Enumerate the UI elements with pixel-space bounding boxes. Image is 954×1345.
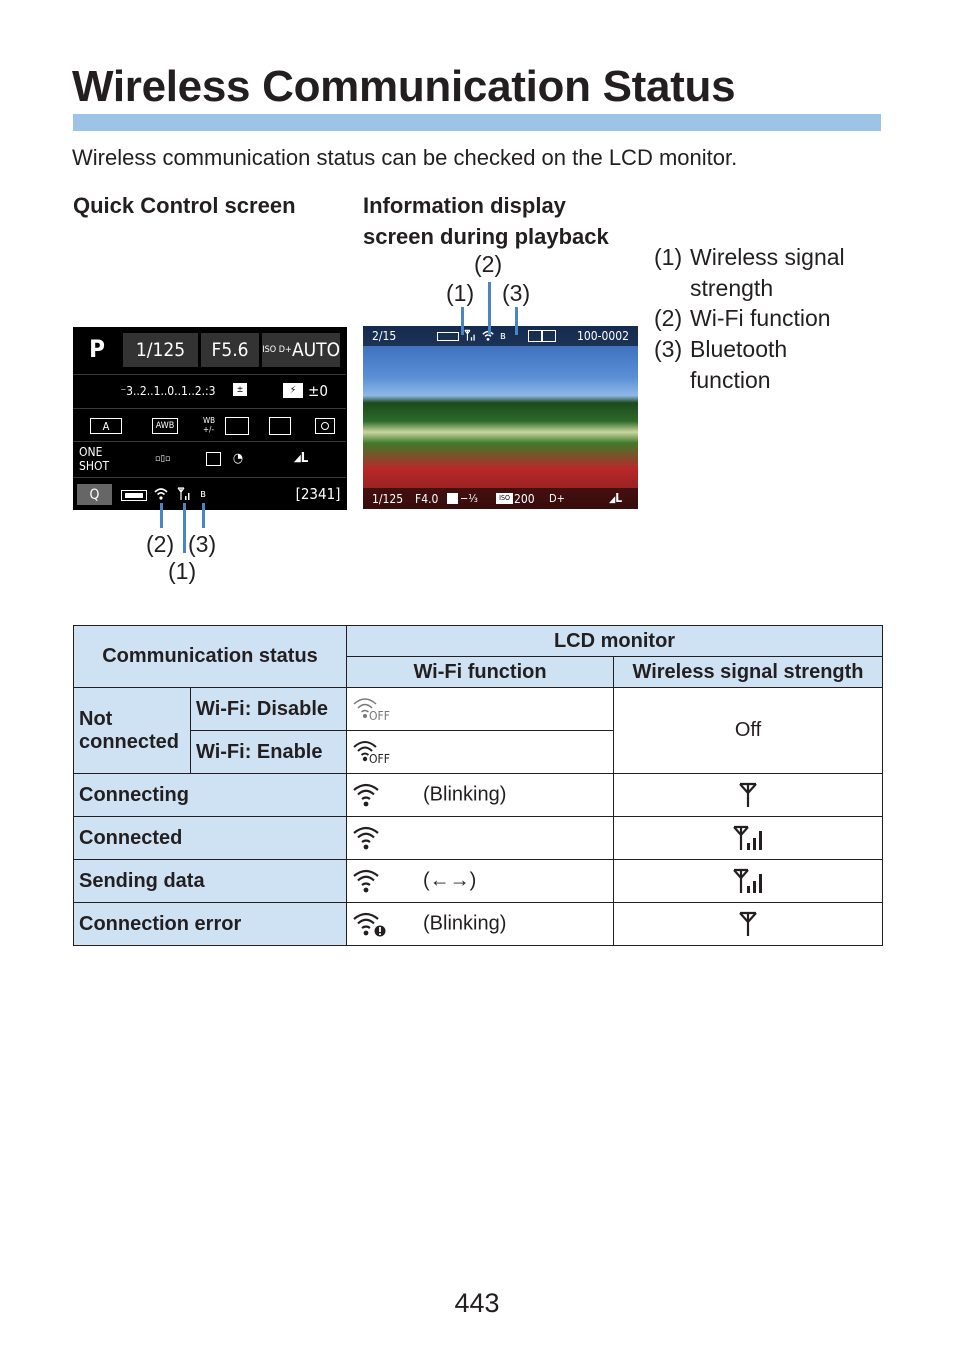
row-connection-error: Connection error: [74, 903, 347, 946]
quality-triangle-icon: ◢: [293, 453, 301, 464]
sending-note: (←→): [423, 869, 477, 892]
af-mode: ONE SHOT: [79, 444, 110, 473]
row-connected: Connected: [74, 817, 347, 860]
wb-bracket-icon: [225, 417, 249, 435]
callout-2-qc: (2): [146, 531, 175, 557]
iso-icon: ISO: [496, 493, 513, 504]
not-connected-line2: connected: [79, 730, 180, 753]
battery-icon: [437, 332, 459, 341]
metering-icon: [315, 418, 335, 434]
wifi-icon: [352, 867, 380, 895]
page-number: 443: [454, 1288, 500, 1318]
aperture: F5.6: [201, 333, 259, 367]
playback-dplus: D+: [549, 492, 565, 505]
auto-lighting-icon: [269, 417, 291, 435]
wb-shift: WB +/-: [203, 416, 216, 434]
signal-strength-icon: [464, 329, 476, 342]
signal-antenna-icon: [738, 911, 758, 937]
drive-mode-icon: [206, 452, 221, 466]
leader-line-wifi-qc: [160, 503, 163, 528]
exposure-scale: ⁻3..2..1..0..1..2.:3: [120, 384, 216, 398]
leader-line-wifi-pb: [488, 282, 491, 335]
bluetooth-icon: ʙ: [500, 329, 506, 342]
svg-text:OFF: OFF: [369, 709, 390, 723]
row-wifi-disable: Wi-Fi: Disable: [191, 688, 347, 731]
flash-comp-icon: ⚡: [283, 383, 303, 398]
exposure-comp-icon: [447, 493, 458, 504]
wifi-enable-icon-cell: [347, 731, 614, 774]
callout-3-pb: (3): [502, 280, 531, 306]
frame-counter: 2/15: [372, 329, 397, 343]
shutter-speed: 1/125: [123, 333, 198, 367]
intro-text: Wireless communication status can be checked on the LCD monitor.: [72, 145, 738, 170]
row-wifi-enable: Wi-Fi: Enable: [191, 731, 347, 774]
leader-line-signal-qc: [183, 503, 186, 553]
sending-icon-cell: [347, 860, 614, 903]
playback-quality: [609, 491, 622, 505]
signal-full-icon: [732, 825, 764, 851]
legend-item-3-line1: Bluetooth: [690, 336, 788, 362]
quality-value: L: [615, 491, 623, 505]
wifi-icon: [352, 781, 380, 809]
file-number: 100-0002: [577, 329, 629, 343]
battery-icon: [121, 490, 147, 501]
flash-comp-value: ±0: [308, 382, 328, 400]
connecting-note: (Blinking): [423, 783, 507, 806]
legend-item-2-text: Wi-Fi function: [690, 305, 831, 331]
legend-item-1-line2: strength: [690, 275, 774, 301]
header-communication-status: Communication status: [74, 626, 347, 688]
legend-item-3-number: (3): [654, 336, 683, 362]
title-underline-bar: [73, 114, 881, 131]
playback-exp-comp: −⅓: [460, 492, 478, 505]
signal-antenna-icon: [738, 782, 758, 808]
playback-heading-line2: screen during playback: [363, 224, 609, 249]
shots-remaining: [2341]: [295, 484, 341, 503]
header-wifi-function: Wi-Fi function: [347, 657, 614, 688]
signal-strength-icon: [177, 487, 191, 501]
wifi-icon: [153, 486, 169, 501]
wifi-off-icon: [352, 695, 394, 723]
callout-3-qc: (3): [188, 531, 217, 557]
quality-value: L: [300, 451, 309, 466]
header-signal-strength: Wireless signal strength: [614, 657, 883, 688]
signal-full-icon: [732, 868, 764, 894]
legend-item-1-number: (1): [654, 244, 683, 270]
row-connecting: Connecting: [74, 774, 347, 817]
error-signal-cell: [614, 903, 883, 946]
leader-line-signal-pb: [461, 307, 464, 335]
status-table: [73, 625, 883, 946]
exposure-comp-icon: ±: [233, 383, 247, 396]
wifi-error-icon: [352, 910, 388, 938]
image-quality: [286, 442, 316, 475]
not-connected-line1: Not: [79, 707, 113, 730]
shooting-mode: P: [89, 335, 105, 363]
wifi-icon: [352, 824, 380, 852]
callout-1-pb: (1): [446, 280, 475, 306]
playback-shutter: 1/125: [372, 492, 404, 506]
playback-aperture: F4.0: [415, 492, 439, 506]
quality-triangle-icon: ◢: [609, 495, 616, 505]
white-balance: AWB: [152, 418, 178, 434]
connecting-icon-cell: [347, 774, 614, 817]
quick-control-screen: [73, 327, 347, 510]
leader-line-bluetooth-qc: [202, 503, 205, 528]
leader-line-bluetooth-pb: [515, 307, 518, 335]
picture-style: A: [90, 418, 122, 434]
playback-heading-line1: Information display: [363, 193, 566, 218]
legend-item-3-line2: function: [690, 367, 771, 393]
rating-icon: [542, 330, 556, 342]
q-button[interactable]: Q: [77, 484, 112, 505]
iso-value: AUTO: [292, 333, 340, 367]
wifi-off-icon: [352, 738, 394, 766]
error-icon-cell: [347, 903, 614, 946]
row-sending-data: Sending data: [74, 860, 347, 903]
error-note: (Blinking): [423, 912, 507, 935]
quick-control-heading: Quick Control screen: [73, 193, 296, 218]
callout-1-qc: (1): [168, 558, 197, 584]
connected-icon-cell: [347, 817, 614, 860]
af-area-icon: ▫▯▫: [155, 454, 171, 464]
iso-label: ISO D+: [262, 333, 292, 367]
protect-icon: [528, 330, 542, 342]
header-lcd-monitor: LCD monitor: [347, 626, 883, 657]
playback-iso: 200: [514, 492, 535, 506]
self-timer-icon: ◔: [232, 450, 244, 466]
row-not-connected: [74, 688, 191, 774]
wifi-disable-icon-cell: [347, 688, 614, 731]
playback-screen: [363, 326, 638, 509]
bluetooth-icon: ʙ: [200, 487, 206, 500]
connected-signal-cell: [614, 817, 883, 860]
connecting-signal-cell: [614, 774, 883, 817]
callout-2-pb: (2): [474, 251, 503, 277]
legend-item-2-number: (2): [654, 305, 683, 331]
page-title: Wireless Communication Status: [72, 62, 736, 111]
sending-signal-cell: [614, 860, 883, 903]
svg-text:OFF: OFF: [369, 752, 390, 766]
legend-item-1-line1: Wireless signal: [690, 244, 845, 270]
signal-off-cell: Off: [614, 688, 883, 774]
